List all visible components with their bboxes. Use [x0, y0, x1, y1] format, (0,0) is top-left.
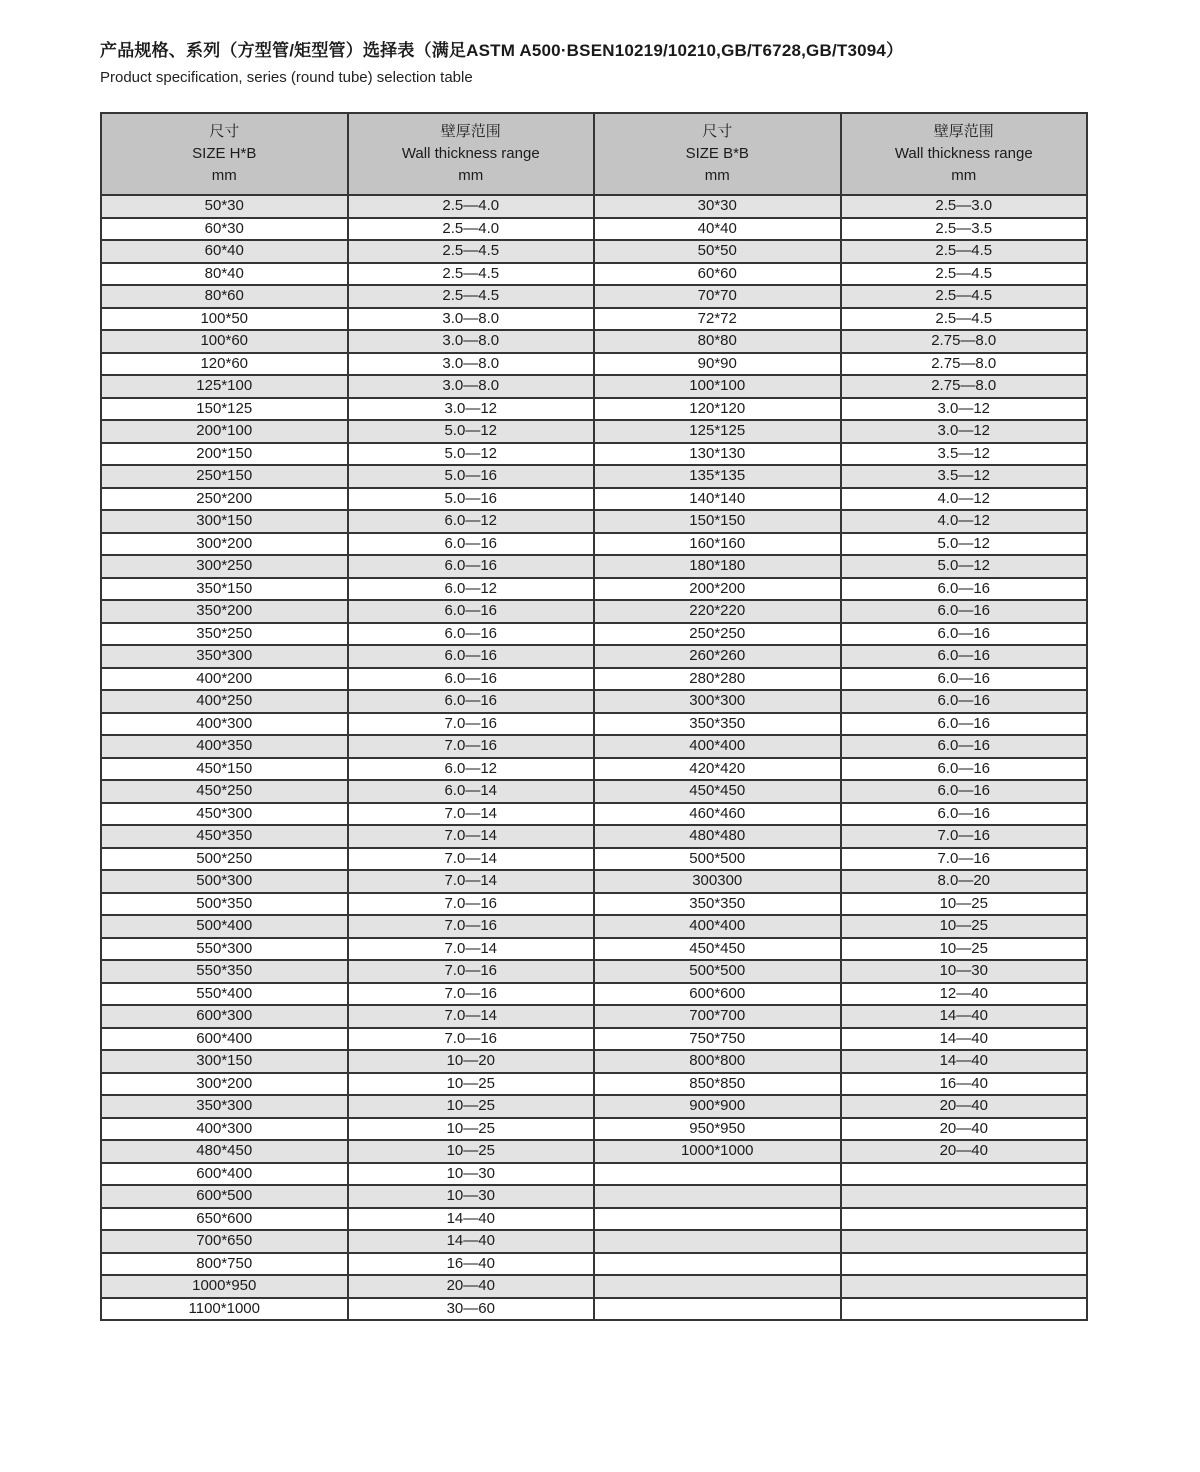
table-cell: 7.0—16: [841, 848, 1088, 871]
table-cell: 900*900: [594, 1095, 841, 1118]
table-cell: 60*60: [594, 263, 841, 286]
table-cell: 6.0—16: [841, 600, 1088, 623]
table-row: [101, 1050, 1087, 1073]
table-cell: 250*250: [594, 623, 841, 646]
table-cell: [841, 1208, 1088, 1231]
table-cell: 6.0—16: [348, 668, 595, 691]
table-row: [101, 915, 1087, 938]
table-cell: 3.0—12: [348, 398, 595, 421]
table-row: [101, 1298, 1087, 1321]
table-cell: 6.0—16: [348, 533, 595, 556]
table-cell: 1000*1000: [594, 1140, 841, 1163]
table-cell: 400*250: [101, 690, 348, 713]
table-cell: 400*300: [101, 1118, 348, 1141]
table-row: [101, 645, 1087, 668]
table-cell: 600*500: [101, 1185, 348, 1208]
table-cell: 125*125: [594, 420, 841, 443]
table-row: [101, 353, 1087, 376]
table-cell: [841, 1253, 1088, 1276]
table-cell: 70*70: [594, 285, 841, 308]
table-cell: 3.0—12: [841, 398, 1088, 421]
table-row: [101, 1118, 1087, 1141]
col-header-zh: 壁厚范围: [440, 123, 501, 141]
table-cell: 200*150: [101, 443, 348, 466]
table-row: [101, 1230, 1087, 1253]
table-cell: 14—40: [841, 1005, 1088, 1028]
table-cell: 7.0—14: [348, 825, 595, 848]
table-cell: 40*40: [594, 218, 841, 241]
table-cell: 2.5—4.5: [841, 308, 1088, 331]
table-cell: 600*400: [101, 1163, 348, 1186]
table-cell: 7.0—14: [348, 938, 595, 961]
col-header-en: Wall thickness range: [894, 145, 1033, 163]
table-cell: 280*280: [594, 668, 841, 691]
header-row: [101, 113, 1087, 195]
table-row: [101, 195, 1087, 218]
table-cell: 2.5—4.5: [841, 240, 1088, 263]
table-cell: 7.0—16: [841, 825, 1088, 848]
table-cell: 6.0—16: [841, 758, 1088, 781]
table-cell: 120*60: [101, 353, 348, 376]
table-cell: 200*200: [594, 578, 841, 601]
table-row: [101, 780, 1087, 803]
table-cell: 7.0—16: [348, 915, 595, 938]
table-row: [101, 690, 1087, 713]
table-cell: 100*50: [101, 308, 348, 331]
table-cell: 14—40: [348, 1230, 595, 1253]
table-cell: 7.0—14: [348, 848, 595, 871]
table-cell: 2.5—4.5: [841, 263, 1088, 286]
table-cell: 150*125: [101, 398, 348, 421]
table-cell: 180*180: [594, 555, 841, 578]
table-cell: [594, 1298, 841, 1321]
table-cell: 450*350: [101, 825, 348, 848]
table-cell: 14—40: [841, 1028, 1088, 1051]
table-cell: 2.5—4.0: [348, 195, 595, 218]
table-cell: 450*450: [594, 780, 841, 803]
table-row: [101, 1163, 1087, 1186]
table-row: [101, 983, 1087, 1006]
table-cell: 1100*1000: [101, 1298, 348, 1321]
col-header-unit: mm: [704, 166, 730, 184]
table-cell: 4.0—12: [841, 510, 1088, 533]
table-cell: 6.0—16: [841, 623, 1088, 646]
table-cell: 2.75—8.0: [841, 353, 1088, 376]
table-cell: [841, 1230, 1088, 1253]
table-row: [101, 848, 1087, 871]
table-cell: 60*30: [101, 218, 348, 241]
table-cell: 20—40: [841, 1118, 1088, 1141]
table-cell: 16—40: [348, 1253, 595, 1276]
table-row: [101, 240, 1087, 263]
table-cell: 10—30: [841, 960, 1088, 983]
table-cell: 120*120: [594, 398, 841, 421]
col-header-zh: 尺寸: [209, 123, 240, 141]
table-cell: 6.0—16: [841, 803, 1088, 826]
table-cell: 100*100: [594, 375, 841, 398]
table-cell: 7.0—14: [348, 870, 595, 893]
table-cell: 3.0—8.0: [348, 375, 595, 398]
table-cell: 550*300: [101, 938, 348, 961]
table-cell: 125*100: [101, 375, 348, 398]
table-cell: 6.0—16: [841, 668, 1088, 691]
table-cell: 6.0—16: [348, 690, 595, 713]
table-cell: 60*40: [101, 240, 348, 263]
table-cell: 350*300: [101, 645, 348, 668]
table-cell: 460*460: [594, 803, 841, 826]
table-row: [101, 893, 1087, 916]
table-cell: 2.5—3.5: [841, 218, 1088, 241]
table-cell: 220*220: [594, 600, 841, 623]
table-cell: 6.0—16: [348, 645, 595, 668]
table-cell: 200*100: [101, 420, 348, 443]
table-cell: 3.0—8.0: [348, 353, 595, 376]
table-cell: 10—25: [841, 915, 1088, 938]
table-cell: 10—25: [348, 1095, 595, 1118]
col-header-size-hb: [101, 113, 348, 195]
table-cell: 6.0—16: [348, 623, 595, 646]
table-cell: 6.0—16: [841, 735, 1088, 758]
table-cell: 10—25: [348, 1073, 595, 1096]
table-cell: 10—25: [348, 1140, 595, 1163]
page-subtitle: Product specification, series (round tube) selection table: [100, 69, 473, 86]
table-cell: 300*150: [101, 1050, 348, 1073]
table-cell: 5.0—12: [841, 533, 1088, 556]
table-cell: 80*40: [101, 263, 348, 286]
table-row: [101, 465, 1087, 488]
table-cell: 7.0—14: [348, 1005, 595, 1028]
table-cell: 5.0—16: [348, 488, 595, 511]
table-cell: 6.0—16: [348, 555, 595, 578]
table-cell: 6.0—16: [348, 600, 595, 623]
table-cell: 50*50: [594, 240, 841, 263]
table-cell: 150*150: [594, 510, 841, 533]
table-cell: 7.0—14: [348, 803, 595, 826]
table-cell: 600*400: [101, 1028, 348, 1051]
page-title: 产品规格、系列（方型管/矩型管）选择表（满足ASTM A500·BSEN10219/10210,GB/T6728,GB/T3094）: [100, 41, 904, 60]
table-cell: [841, 1275, 1088, 1298]
table-cell: 3.0—8.0: [348, 308, 595, 331]
table-cell: 2.5—4.5: [348, 263, 595, 286]
table-cell: 6.0—12: [348, 758, 595, 781]
table-cell: 2.75—8.0: [841, 375, 1088, 398]
spec-table-body: [101, 195, 1087, 1320]
table-row: [101, 555, 1087, 578]
col-header-wall-thickness-2: [841, 113, 1088, 195]
table-row: [101, 623, 1087, 646]
table-cell: 30—60: [348, 1298, 595, 1321]
table-cell: 600*600: [594, 983, 841, 1006]
col-header-wall-thickness-1: [348, 113, 595, 195]
table-row: [101, 1275, 1087, 1298]
table-row: [101, 1208, 1087, 1231]
table-cell: 700*650: [101, 1230, 348, 1253]
table-cell: 350*250: [101, 623, 348, 646]
table-row: [101, 1253, 1087, 1276]
table-cell: 550*400: [101, 983, 348, 1006]
col-header-zh: 尺寸: [702, 123, 733, 141]
table-cell: 350*150: [101, 578, 348, 601]
col-header-zh: 壁厚范围: [933, 123, 994, 141]
table-cell: 750*750: [594, 1028, 841, 1051]
table-cell: 20—40: [841, 1095, 1088, 1118]
table-cell: 650*600: [101, 1208, 348, 1231]
table-cell: 4.0—12: [841, 488, 1088, 511]
table-cell: 5.0—12: [348, 420, 595, 443]
table-cell: 6.0—12: [348, 578, 595, 601]
table-row: [101, 735, 1087, 758]
table-row: [101, 578, 1087, 601]
table-row: [101, 803, 1087, 826]
table-cell: 80*80: [594, 330, 841, 353]
table-row: [101, 758, 1087, 781]
table-cell: [594, 1185, 841, 1208]
table-cell: 80*60: [101, 285, 348, 308]
table-cell: 350*300: [101, 1095, 348, 1118]
col-header-unit: mm: [951, 166, 977, 184]
table-cell: 350*350: [594, 893, 841, 916]
table-row: [101, 285, 1087, 308]
table-row: [101, 668, 1087, 691]
table-cell: 14—40: [841, 1050, 1088, 1073]
table-cell: 6.0—16: [841, 690, 1088, 713]
table-cell: 6.0—16: [841, 780, 1088, 803]
table-cell: 2.5—4.5: [841, 285, 1088, 308]
table-cell: 7.0—16: [348, 960, 595, 983]
col-header-unit: mm: [211, 166, 237, 184]
spec-table-header: [101, 113, 1087, 195]
table-cell: 7.0—16: [348, 713, 595, 736]
table-cell: 90*90: [594, 353, 841, 376]
table-cell: 6.0—16: [841, 645, 1088, 668]
table-cell: 5.0—16: [348, 465, 595, 488]
table-row: [101, 1005, 1087, 1028]
table-cell: 2.5—4.0: [348, 218, 595, 241]
table-cell: 10—25: [841, 893, 1088, 916]
table-cell: 7.0—16: [348, 893, 595, 916]
table-cell: 7.0—16: [348, 1028, 595, 1051]
table-cell: 950*950: [594, 1118, 841, 1141]
table-cell: 2.5—4.5: [348, 285, 595, 308]
table-cell: 400*350: [101, 735, 348, 758]
table-cell: 800*800: [594, 1050, 841, 1073]
table-cell: 600*300: [101, 1005, 348, 1028]
table-row: [101, 713, 1087, 736]
table-cell: [594, 1230, 841, 1253]
col-header-en: SIZE B*B: [685, 145, 749, 163]
table-cell: 7.0—16: [348, 735, 595, 758]
table-cell: 400*400: [594, 735, 841, 758]
table-row: [101, 533, 1087, 556]
table-cell: [841, 1298, 1088, 1321]
table-cell: 300300: [594, 870, 841, 893]
table-cell: 50*30: [101, 195, 348, 218]
table-row: [101, 960, 1087, 983]
table-cell: 6.0—16: [841, 713, 1088, 736]
table-cell: 500*500: [594, 848, 841, 871]
table-cell: 6.0—16: [841, 578, 1088, 601]
table-row: [101, 1028, 1087, 1051]
table-cell: [594, 1163, 841, 1186]
col-header-en: SIZE H*B: [192, 145, 257, 163]
table-cell: [841, 1185, 1088, 1208]
table-cell: 5.0—12: [348, 443, 595, 466]
table-row: [101, 510, 1087, 533]
table-cell: 420*420: [594, 758, 841, 781]
table-row: [101, 443, 1087, 466]
table-row: [101, 330, 1087, 353]
table-cell: 3.0—8.0: [348, 330, 595, 353]
table-cell: 10—20: [348, 1050, 595, 1073]
table-cell: 550*350: [101, 960, 348, 983]
table-cell: 20—40: [348, 1275, 595, 1298]
table-cell: 12—40: [841, 983, 1088, 1006]
table-cell: 500*500: [594, 960, 841, 983]
table-row: [101, 420, 1087, 443]
table-cell: 250*200: [101, 488, 348, 511]
table-cell: 400*300: [101, 713, 348, 736]
table-cell: 1000*950: [101, 1275, 348, 1298]
table-row: [101, 825, 1087, 848]
table-cell: 450*300: [101, 803, 348, 826]
table-row: [101, 398, 1087, 421]
col-header-en: Wall thickness range: [401, 145, 540, 163]
table-cell: 450*450: [594, 938, 841, 961]
table-cell: 300*200: [101, 1073, 348, 1096]
table-row: [101, 308, 1087, 331]
table-row: [101, 600, 1087, 623]
table-cell: 450*250: [101, 780, 348, 803]
table-row: [101, 938, 1087, 961]
table-cell: 14—40: [348, 1208, 595, 1231]
table-cell: 5.0—12: [841, 555, 1088, 578]
table-cell: 3.5—12: [841, 443, 1088, 466]
table-cell: 500*250: [101, 848, 348, 871]
table-row: [101, 1095, 1087, 1118]
table-cell: 260*260: [594, 645, 841, 668]
table-cell: 160*160: [594, 533, 841, 556]
table-row: [101, 870, 1087, 893]
table-cell: 140*140: [594, 488, 841, 511]
table-cell: 800*750: [101, 1253, 348, 1276]
table-cell: 500*350: [101, 893, 348, 916]
table-cell: [841, 1163, 1088, 1186]
table-cell: 480*480: [594, 825, 841, 848]
table-cell: 250*150: [101, 465, 348, 488]
table-cell: 3.5—12: [841, 465, 1088, 488]
table-cell: 500*400: [101, 915, 348, 938]
table-row: [101, 1185, 1087, 1208]
table-cell: 8.0—20: [841, 870, 1088, 893]
table-cell: 72*72: [594, 308, 841, 331]
col-header-unit: mm: [458, 166, 484, 184]
table-row: [101, 1073, 1087, 1096]
table-cell: [594, 1275, 841, 1298]
table-cell: 10—30: [348, 1163, 595, 1186]
table-cell: 6.0—14: [348, 780, 595, 803]
table-cell: 30*30: [594, 195, 841, 218]
spec-table: [100, 112, 1088, 1321]
table-cell: 300*250: [101, 555, 348, 578]
table-cell: 135*135: [594, 465, 841, 488]
table-cell: 700*700: [594, 1005, 841, 1028]
table-cell: 300*150: [101, 510, 348, 533]
table-row: [101, 263, 1087, 286]
table-cell: [594, 1208, 841, 1231]
table-row: [101, 488, 1087, 511]
table-cell: 480*450: [101, 1140, 348, 1163]
table-row: [101, 218, 1087, 241]
table-cell: 10—25: [841, 938, 1088, 961]
table-cell: 6.0—12: [348, 510, 595, 533]
table-cell: 300*200: [101, 533, 348, 556]
table-cell: 400*400: [594, 915, 841, 938]
table-cell: 10—30: [348, 1185, 595, 1208]
table-cell: 2.75—8.0: [841, 330, 1088, 353]
table-cell: 2.5—4.5: [348, 240, 595, 263]
table-cell: 20—40: [841, 1140, 1088, 1163]
table-cell: 850*850: [594, 1073, 841, 1096]
table-cell: 300*300: [594, 690, 841, 713]
table-cell: 130*130: [594, 443, 841, 466]
table-cell: 3.0—12: [841, 420, 1088, 443]
table-cell: [594, 1253, 841, 1276]
table-row: [101, 1140, 1087, 1163]
table-cell: 350*350: [594, 713, 841, 736]
table-row: [101, 375, 1087, 398]
table-cell: 350*200: [101, 600, 348, 623]
table-cell: 7.0—16: [348, 983, 595, 1006]
table-cell: 16—40: [841, 1073, 1088, 1096]
table-cell: 2.5—3.0: [841, 195, 1088, 218]
col-header-size-bb: [594, 113, 841, 195]
table-cell: 400*200: [101, 668, 348, 691]
table-cell: 100*60: [101, 330, 348, 353]
table-cell: 450*150: [101, 758, 348, 781]
table-cell: 10—25: [348, 1118, 595, 1141]
table-cell: 500*300: [101, 870, 348, 893]
